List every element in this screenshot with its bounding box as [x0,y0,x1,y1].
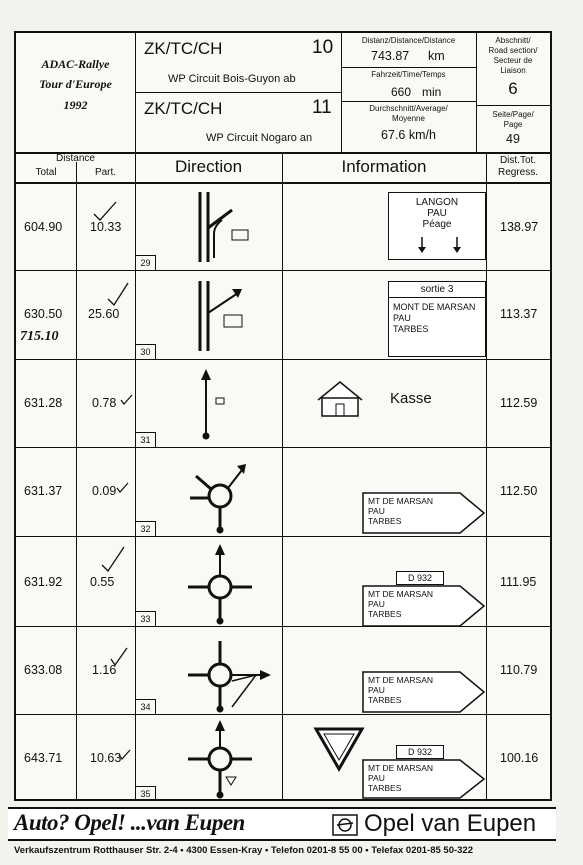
total-distance: 604.90 [24,220,63,234]
road-number-badge: D 932 [396,745,444,759]
section-label-4: Liaison [500,66,526,75]
col-part: Part. [94,167,117,178]
rally-name-1: ADAC-Rallye [41,57,110,71]
col-total: Total [35,167,57,178]
sign-board [388,192,486,260]
sign-text [368,589,433,619]
table-row [16,715,550,801]
sign-board [388,281,486,357]
table-row [16,448,550,537]
table-row [16,627,550,715]
sign-line: MONT DE MARSAN [393,302,476,312]
sign-line: MT DE MARSAN [368,496,434,506]
table-row [16,537,550,627]
road-number-badge: D 932 [396,571,444,585]
sign-text [368,496,433,526]
handwritten-note: 715.10 [20,329,59,344]
sign-line: PAU [368,599,385,609]
regress-distance: 113.37 [500,307,538,321]
roundabout-diagram-icon [176,452,266,534]
sign-line: TARBES [368,783,402,793]
page-label-1: Seite/Page/ [492,110,534,119]
tc-label-1: ZK/TC/CH [144,39,223,58]
junction-diagram-icon [186,279,256,355]
tc-number-1: 10 [312,37,334,58]
sign-title: sortie 3 [389,282,485,298]
row-index: 35 [136,786,156,801]
distance-unit: km [428,49,445,63]
tc-number-2: 11 [312,97,332,118]
row-index: 31 [136,432,156,447]
total-distance: 630.50 [24,307,63,321]
total-distance: 631.37 [24,484,63,498]
column-header [16,152,550,184]
col-dist-tot-1: Dist.Tot. [499,155,537,166]
check-mark-icon [106,281,136,307]
sign-line: PAU [368,685,385,695]
sign-line: PAU [368,506,385,516]
row-index: 29 [136,255,156,270]
row-index: 33 [136,611,156,626]
regress-distance: 138.97 [500,220,539,234]
regress-distance: 100.16 [500,751,539,765]
rally-year: 1992 [63,98,88,112]
time-value: 660 [391,85,412,99]
sign-line: Péage [422,219,452,230]
total-distance: 643.71 [24,751,63,765]
table-row [16,271,550,360]
average-label-2: Moyenne [392,114,425,123]
section-label-2: Road section/ [488,46,538,55]
time-label: Fahrzeit/Time/Temps [371,70,446,79]
col-direction: Direction [174,157,243,176]
tc-place-2: WP Circuit Nogaro an [206,132,313,144]
sign-text [368,763,433,793]
row-index: 34 [136,699,156,714]
regress-distance: 110.79 [500,663,538,677]
roundabout-diagram-icon [176,541,266,625]
rally-name-2: Tour d'Europe [39,77,112,91]
arrow-down-icon [417,237,467,255]
roadbook-sheet [14,31,552,801]
sign-line: PAU [368,773,385,783]
junction-diagram-icon [186,190,256,266]
check-mark-icon [92,200,132,222]
total-distance: 631.28 [24,396,63,410]
part-distance: 10.63 [90,751,122,765]
check-mark-icon [110,647,130,667]
sign-line: PAU [393,313,411,323]
average-value: 67.6 km/h [381,128,436,142]
tc-place-1: WP Circuit Bois-Guyon ab [168,73,296,85]
row-index: 30 [136,344,156,359]
advertisement-banner [8,807,556,859]
opel-logo-icon [332,814,358,836]
part-distance: 0.55 [90,575,115,589]
ad-address: Verkaufszentrum Rotthauser Str. 2-4 • 4300 Essen-Kray • Telefon 0201-8 55 00 • Telefax 0201-85 50-322 [14,845,473,856]
header [16,33,550,154]
part-distance: 1.16 [92,663,117,677]
regress-distance: 112.50 [500,484,538,498]
page-label-2: Page [503,120,523,129]
sign-line: TARBES [368,516,402,526]
sign-line: TARBES [393,324,429,334]
tc-label-2: ZK/TC/CH [144,99,223,118]
regress-distance: 111.95 [500,575,537,589]
col-dist-tot-2: Regress. [497,167,538,178]
ad-brand: Opel van Eupen [364,810,537,837]
roundabout-diagram-icon [176,631,276,713]
sign-line: PAU [427,208,447,219]
sign-line: TARBES [368,695,402,705]
page-value: 49 [506,132,520,146]
sign-line: MT DE MARSAN [368,589,434,599]
ad-slogan: Auto? Opel! ...van Eupen [14,810,245,835]
total-distance: 631.92 [24,575,63,589]
sign-text [368,675,433,705]
average-label-1: Durchschnitt/Average/ [369,104,448,113]
table-row [16,360,550,448]
straight-arrow-icon [196,366,246,442]
col-distance: Distance [56,153,95,164]
yield-sign-icon [314,727,364,771]
part-distance: 0.78 [92,396,117,410]
check-mark-icon [120,394,134,406]
part-distance: 10.33 [90,220,122,234]
total-distance: 633.08 [24,663,63,677]
time-unit: min [422,85,442,99]
section-value: 6 [508,79,518,98]
distance-label: Distanz/Distance/Distance [361,36,456,45]
section-label-3: Secteur de [493,56,533,65]
section-label-1: Abschnitt/ [495,36,531,45]
regress-distance: 112.59 [500,396,538,410]
distance-value: 743.87 [371,49,410,63]
part-distance: 25.60 [88,307,120,321]
sign-line: TARBES [368,609,402,619]
check-mark-icon [100,545,130,575]
sign-line: MT DE MARSAN [368,763,434,773]
part-distance: 0.09 [92,484,117,498]
sign-line: MT DE MARSAN [368,675,434,685]
toll-house-icon [316,378,364,418]
check-mark-icon [116,482,130,494]
sign-line: LANGON [415,197,459,208]
table-row [16,182,550,271]
row-index: 32 [136,521,156,536]
info-text: Kasse [390,390,432,407]
col-information: Information [341,157,427,176]
roundabout-diagram-icon [176,717,266,799]
check-mark-icon [118,749,132,761]
